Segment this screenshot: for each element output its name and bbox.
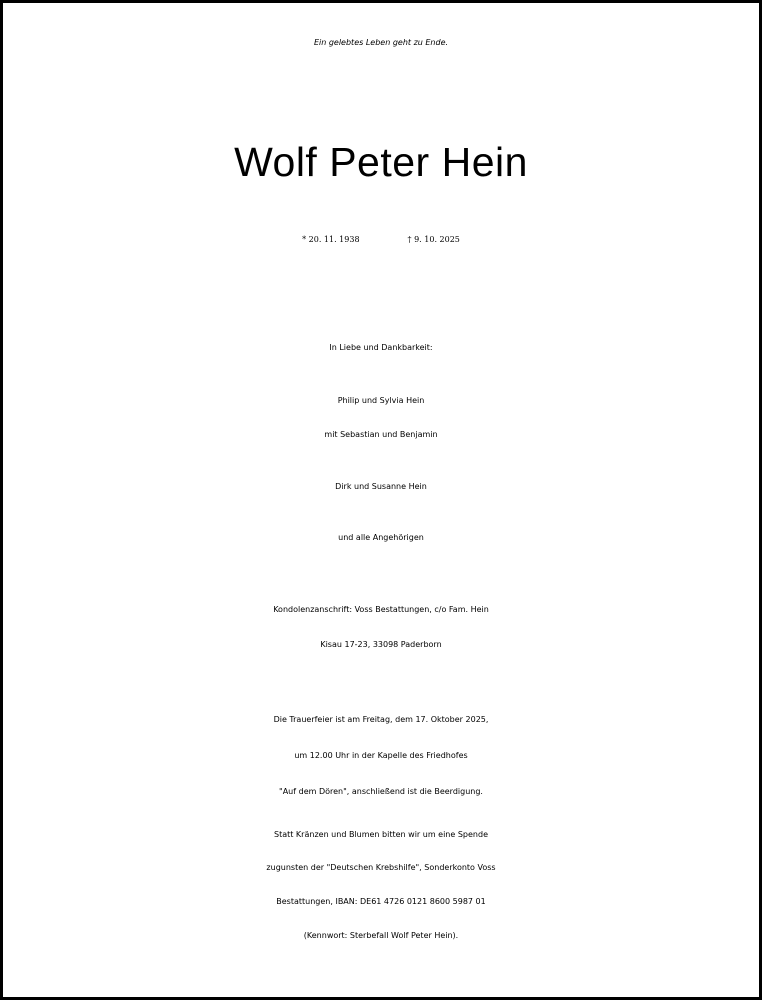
donation-info-line-2: zugunsten der "Deutschen Krebshilfe", Sonderkonto Voss [266, 863, 496, 872]
mourner-group-2: Dirk und Susanne Hein [335, 482, 427, 491]
mourner-group-1-line-2: mit Sebastian und Benjamin [324, 430, 438, 439]
condolence-address-line-2: Kisau 17-23, 33098 Paderborn [320, 640, 442, 649]
birth-date: * 20. 11. 1938 [302, 235, 360, 244]
donation-info-line-4: (Kennwort: Sterbefall Wolf Peter Hein). [303, 931, 459, 940]
donation-info-line-3: Bestattungen, IBAN: DE61 4726 0121 8600 5987 01 [276, 897, 486, 906]
mourner-group-1-line-1: Philip und Sylvia Hein [337, 396, 425, 405]
death-date: † 9. 10. 2025 [407, 235, 460, 244]
life-dates [3, 236, 759, 244]
mourners-intro: In Liebe und Dankbarkeit: [329, 343, 433, 352]
funeral-info-line-3: "Auf dem Dören", anschließend ist die Beerdigung. [279, 787, 483, 796]
condolence-address-line-1: Kondolenzanschrift: Voss Bestattungen, c/o Fam. Hein [273, 605, 489, 614]
motto: Ein gelebtes Leben geht zu Ende. [313, 38, 449, 47]
donation-info-line-1: Statt Kränzen und Blumen bitten wir um eine Spende [274, 830, 488, 839]
funeral-info-line-1: Die Trauerfeier ist am Freitag, dem 17. Oktober 2025, [273, 715, 489, 724]
funeral-info-line-2: um 12.00 Uhr in der Kapelle des Friedhofes [294, 751, 468, 760]
mourner-group-3: und alle Angehörigen [338, 533, 424, 542]
deceased-name: Wolf Peter Hein [234, 139, 528, 185]
